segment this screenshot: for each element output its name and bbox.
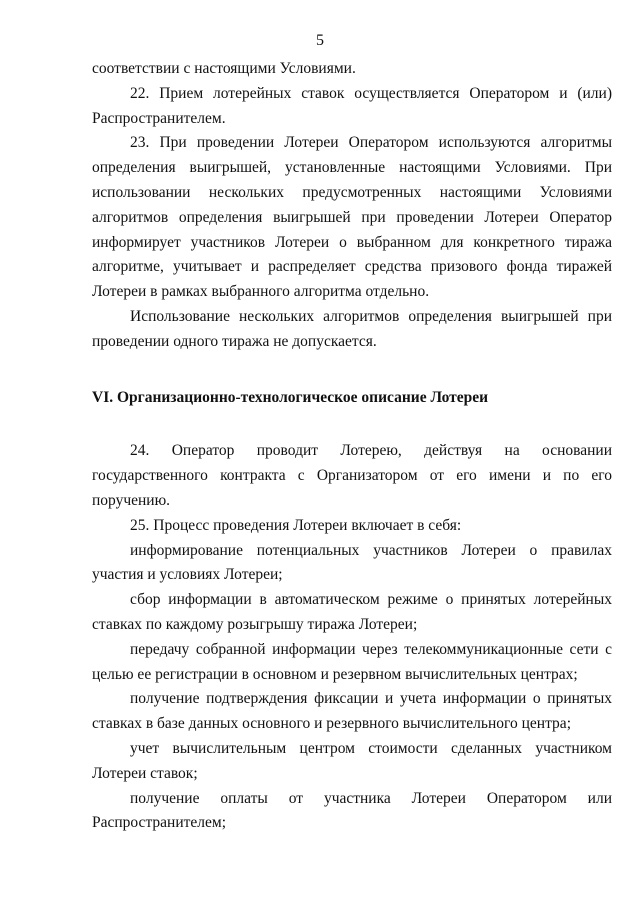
paragraph-23-note: Использование нескольких алгоритмов определения выигрышей при проведении одного тиража не допускается. xyxy=(92,307,612,350)
paragraph-25: 25. Процесс проведения Лотереи включает в себя: xyxy=(130,516,462,534)
document-body xyxy=(92,57,612,836)
list-item: передачу собранной информации через телекоммуникационные сети с целью ее регистрации в основном и резервном вычислительных центрах; xyxy=(92,640,612,683)
page-number: 5 xyxy=(316,32,324,49)
list-item: учет вычислительным центром стоимости сделанных участником Лотереи ставок; xyxy=(92,739,612,782)
paragraph-23: 23. При проведении Лотереи Оператором используются алгоритмы определения выигрышей, установленные настоящими Условиями. При использовании нескольких предусмотренных настоящими Условиями алгоритмов определения выигрышей при проведении Лотереи Оператор информирует участников Лотереи о выбранном для конкретного тиража алгоритме, учитывает и распределяет средства призового фонда тиражей Лотереи в рамках выбранного алгоритма отдельно. xyxy=(92,134,612,301)
list-item: информирование потенциальных участников Лотереи о правилах участия и условиях Лотереи; xyxy=(92,541,612,584)
list-item: сбор информации в автоматическом режиме о принятых лотерейных ставках по каждому розыгрышу тиража Лотереи; xyxy=(92,591,612,633)
paragraph-24: 24. Оператор проводит Лотерею, действуя на основании государственного контракта с Организатором от его имени и по его поручению. xyxy=(92,442,612,509)
paragraph-continuation: соответствии с настоящими Условиями. xyxy=(92,60,356,77)
list-item: получение оплаты от участника Лотереи Оператором или Распространителем; xyxy=(92,789,612,832)
list-item: получение подтверждения фиксации и учета информации о принятых ставках в базе данных основного и резервного вычислительного центра; xyxy=(92,690,612,733)
section-heading: VI. Организационно-технологическое описание Лотереи xyxy=(92,388,489,406)
paragraph-22: 22. Прием лотерейных ставок осуществляется Оператором и (или) Распространителем. xyxy=(92,84,612,127)
